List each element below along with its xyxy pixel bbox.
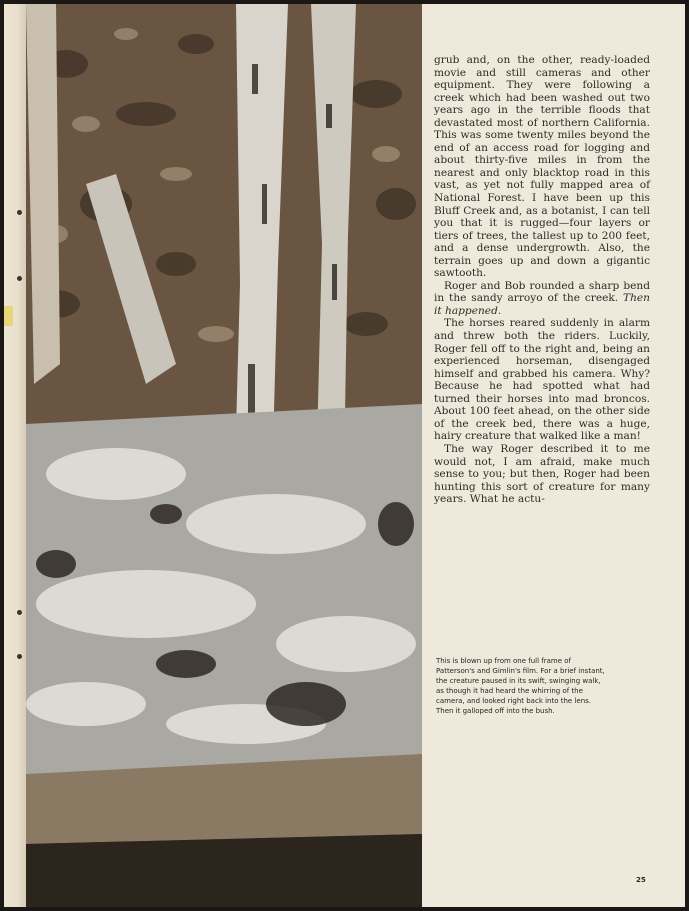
binding-hole [17, 654, 22, 659]
article-column [434, 54, 650, 506]
binding-hole [17, 210, 22, 215]
magazine-page [4, 4, 685, 907]
page-number: 25 [636, 876, 646, 884]
article-emphasis: Then it happened. [434, 292, 650, 317]
page-gutter [4, 4, 26, 907]
binding-hole [17, 276, 22, 281]
article-paragraph-text: Roger and Bob rounded a sharp bend in the sandy arroyo of the creek. [434, 279, 650, 305]
article-paragraph [434, 280, 650, 318]
forest-photo [26, 4, 422, 907]
forest-photo-illustration [26, 4, 422, 907]
article-paragraph: The way Roger described it to me would not, I am afraid, make much sense to you; but then, Roger had been hunting this sort of creature for many years. What he actu- [434, 442, 650, 506]
article-paragraph: grub and, on the other, ready-loaded movie and still cameras and other equipment. They were following a creek which had been washed out two years ago in the terrible floods that devastated most of northern California. This was some twenty miles beyond the end of an access road for logging and about thirty-five miles in from the nearest and only blacktop road in this vast, as yet not fully mapped area of National Forest. I have been up this Bluff Creek and, as a botanist, I can tell you that it is rugged—four layers or tiers of trees, the tallest up to 200 feet, and a dense undergrowth. Also, the terrain goes up and down a gigantic sawtooth. [434, 54, 650, 280]
foreground-shadow [26, 834, 422, 907]
photo-caption: This is blown up from one full frame of Patterson's and Gimlin's film. For a brief instant, the creature paused in its swift, swinging walk, as though it had heard the whirring of the camera, and looked right back into the lens. Then it galloped off into the bush. [436, 657, 605, 715]
article-paragraph: The horses reared suddenly in alarm and threw both the riders. Luckily, Roger fell off to the right and, being an experienced horseman, disengaged himself and grabbed his camera. Why? Because he had spotted what had turned their horses into mad broncos. About 100 feet ahead, on the other side of the creek bed, there was a huge, hairy creature that walked like a man! [434, 317, 650, 443]
yellow-tab [4, 306, 13, 326]
binding-hole [17, 610, 22, 615]
